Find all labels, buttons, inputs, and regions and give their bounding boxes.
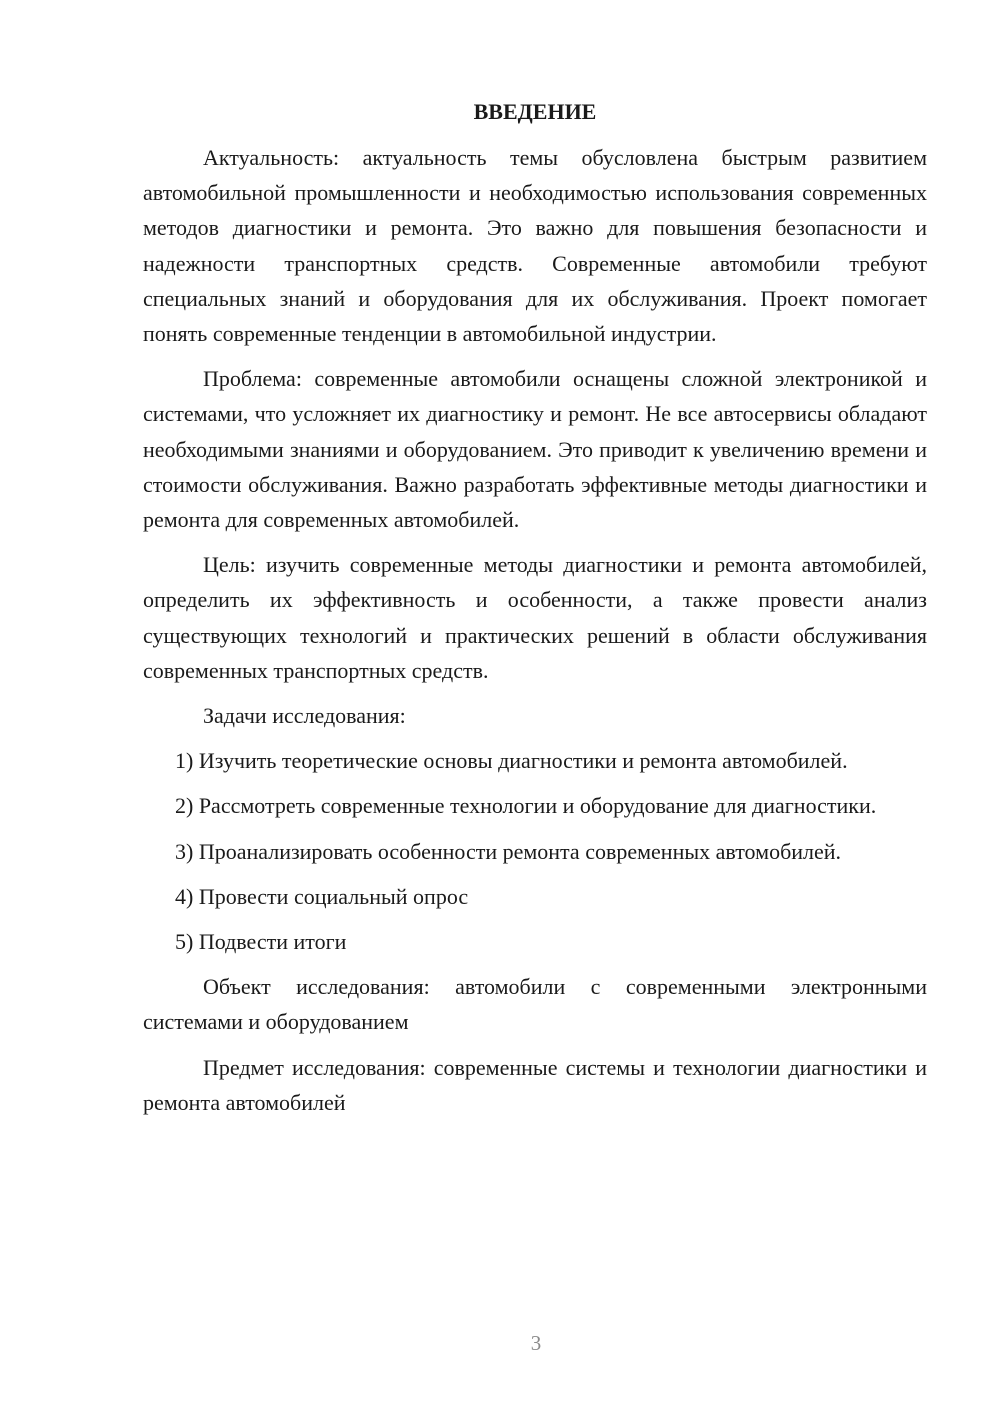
task-item-3: 3) Проанализировать особенности ремонта современных автомобилей.: [175, 838, 842, 864]
task-item-2: 2) Рассмотреть современные технологии и оборудование для диагностики.: [175, 793, 877, 819]
paragraph-object: Объект исследования: автомобили с современными электронными системами и оборудованием: [143, 974, 927, 1035]
task-item-5: 5) Подвести итоги: [175, 929, 347, 955]
page-content: [143, 94, 927, 1130]
paragraph-subject: Предмет исследования: современные системы и технологии диагностики и ремонта автомобилей: [143, 1054, 927, 1115]
page-number: 3: [530, 1331, 542, 1355]
tasks-heading: Задачи исследования:: [203, 703, 406, 729]
paragraph-goal: Цель: изучить современные методы диагностики и ремонта автомобилей, определить их эффективность и особенности, а также провести анализ существующих технологий и практических решений в области обслуживания современных транспортных средств.: [143, 552, 927, 683]
paragraph-relevance: Актуальность: актуальность темы обусловлена быстрым развитием автомобильной промышленности и необходимостью использования современных методов диагностики и ремонта. Это важно для повышения безопасности и надежности транспортных средств. Современные автомобили требуют специальных знаний и оборудования для их обслуживания. Проект помогает понять современные тенденции в автомобильной индустрии.: [143, 145, 927, 347]
task-item-1: 1) Изучить теоретические основы диагностики и ремонта автомобилей.: [175, 748, 848, 774]
task-item-4: 4) Провести социальный опрос: [175, 883, 469, 909]
page-title: ВВЕДЕНИЕ: [473, 99, 597, 124]
paragraph-problem: Проблема: современные автомобили оснащены сложной электроникой и системами, что усложняет их диагностику и ремонт. Не все автосервисы обладают необходимыми знаниями и оборудованием. Это приводит к увеличению времени и стоимости обслуживания. Важно разработать эффективные методы диагностики и ремонта для современных автомобилей.: [143, 366, 927, 533]
